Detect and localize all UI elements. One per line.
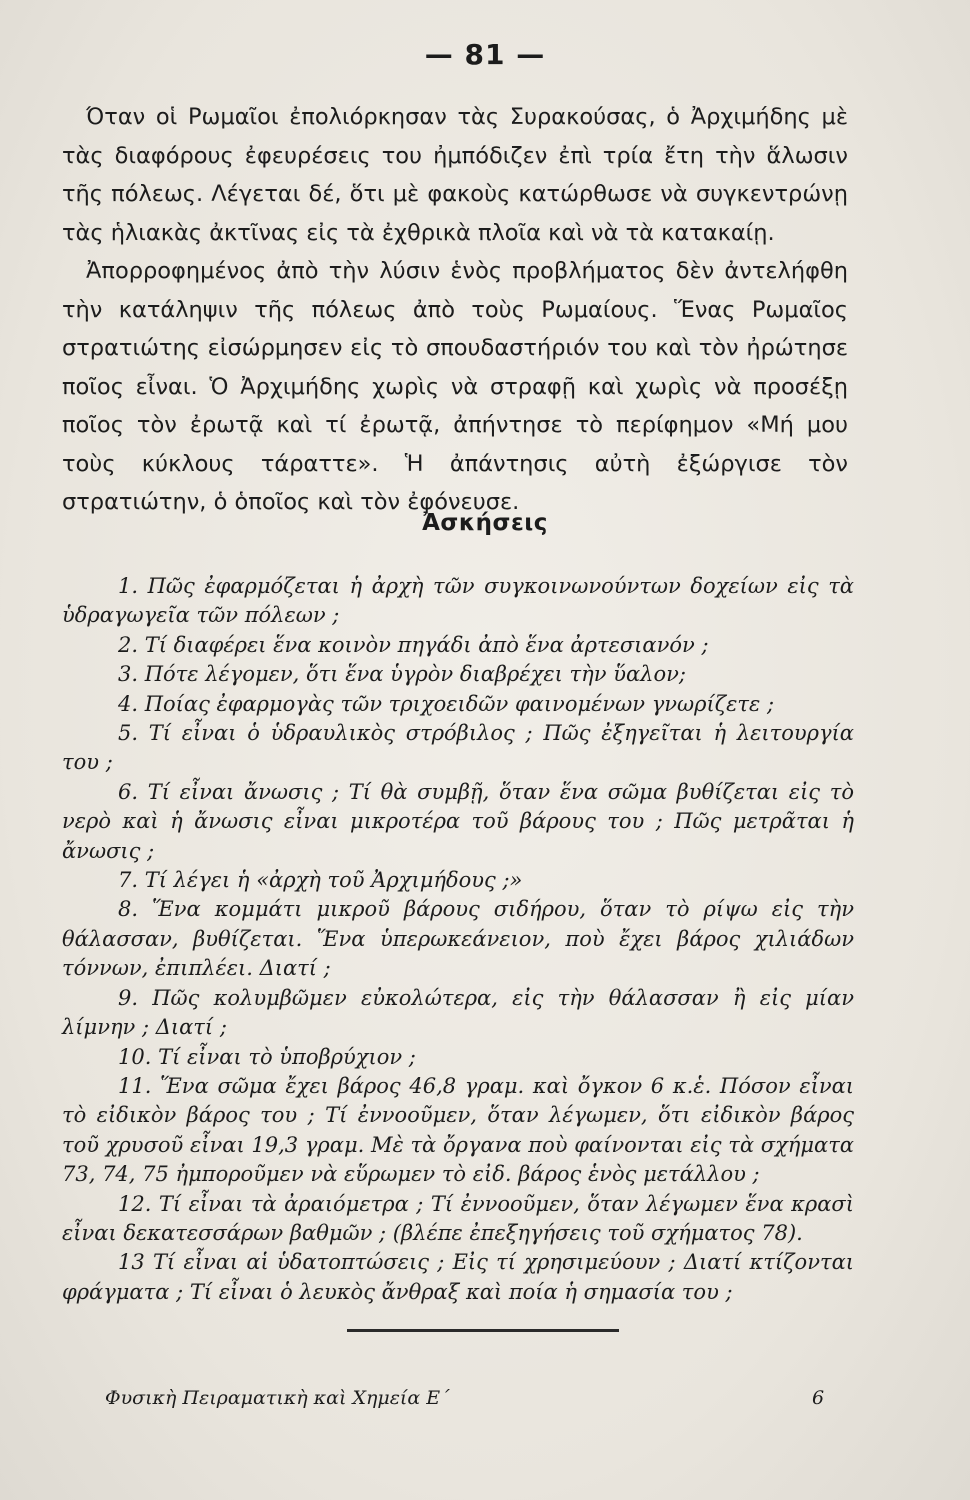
exercise-item: 13 Τί εἶναι αἱ ὑδατοπτώσεις ; Εἰς τί χρησιμεύουν ; Διατί κτίζονται φράγματα ; Τί εἶναι ὁ λευκὸς ἄνθραξ καὶ ποία ἡ σημασία του ;	[62, 1250, 854, 1304]
exercise-item: 6. Τί εἶναι ἄνωσις ; Τί θὰ συμβῇ, ὅταν ἕνα σῶμα βυθίζεται εἰς τὸ νερὸ καὶ ἡ ἄνωσις εἶναι μικροτέρα τοῦ βάρους του ; Πῶς μετρᾶται ἡ ἄνωσις ;	[62, 779, 854, 863]
exercise-list	[62, 572, 854, 1307]
exercise-item: 5. Τί εἶναι ὁ ὑδραυλικὸς στρόβιλος ; Πῶς ἐξηγεῖται ἡ λειτουργία του ;	[62, 721, 854, 775]
exercise-item: 3. Πότε λέγομεν, ὅτι ἕνα ὑγρὸν διαβρέχει τὴν ὕαλον;	[118, 662, 686, 687]
exercise-item: 12. Τί εἶναι τὰ ἀραιόμετρα ; Τί ἐννοοῦμεν, ὅταν λέγωμεν ἕνα κρασὶ εἶναι δεκατεσσάρων βαθμῶν ; (βλέπε ἐπεξηγήσεις τοῦ σχήματος 78).	[62, 1191, 854, 1245]
exercise-item: 1. Πῶς ἐφαρμόζεται ἡ ἀρχὴ τῶν συγκοινωνούντων δοχείων εἰς τὰ ὑδραγωγεῖα τῶν πόλεων ;	[62, 574, 854, 628]
exercise-item: 7. Τί λέγει ἡ «ἀρχὴ τοῦ Ἀρχιμήδους ;»	[118, 868, 523, 893]
footer-title: Φυσικὴ Πειραματικὴ καὶ Χημεία Ε΄	[105, 1387, 450, 1409]
body-text	[62, 98, 848, 522]
exercise-item: 9. Πῶς κολυμβῶμεν εὐκολώτερα, εἰς τὴν θάλασσαν ἢ εἰς μίαν λίμνην ; Διατί ;	[62, 985, 854, 1040]
exercise-item: 8. Ἕνα κομμάτι μικροῦ βάρους σιδήρου, ὅταν τὸ ρίψω εἰς τὴν θάλασσαν, βυθίζεται. Ἕνα ὑπερωκεάνειον, ποὺ ἔχει βάρος χιλιάδων τόννων, ἐπιπλέει. Διατί ;	[62, 897, 854, 981]
exercise-item: 10. Τί εἶναι τὸ ὑποβρύχιον ;	[118, 1044, 416, 1069]
exercise-item: 2. Τί διαφέρει ἕνα κοινὸν πηγάδι ἀπὸ ἕνα ἀρτεσιανόν ;	[118, 632, 709, 657]
section-heading: Ἀσκήσεις	[422, 510, 548, 536]
footer-divider	[347, 1329, 619, 1332]
paragraph: Όταν οἱ Ρωμαῖοι ἐπολιόρκησαν τὰς Συρακούσας, ὁ Ἀρχιμήδης μὲ τὰς διαφόρους ἐφευρέσεις του ἠμπόδιζεν ἐπὶ τρία ἔτη τὴν ἅλωσιν τῆς πόλεως. Λέγεται δέ, ὅτι μὲ φακοὺς κατώρθωσε νὰ συγκεντρώνῃ τὰς ἡλιακὰς ἀκτῖνας εἰς τὰ ἐχθρικὰ πλοῖα καὶ νὰ τὰ κατακαίῃ.	[62, 104, 848, 246]
exercise-item: 4. Ποίας ἐφαρμογὰς τῶν τριχοειδῶν φαινομένων γνωρίζετε ;	[118, 691, 775, 716]
paragraph: Ἀπορροφημένος ἀπὸ τὴν λύσιν ἑνὸς προβλήματος δὲν ἀντελήφθη τὴν κατάληψιν τῆς πόλεως ἀπὸ τοὺς Ρωμαίους. Ἕνας Ρωμαῖος στρατιώτης εἰσώρμησεν εἰς τὸ σπουδαστήριόν του καὶ τὸν ἠρώτησε ποῖος εἶναι. Ὁ Ἀρχιμήδης χωρὶς νὰ στραφῇ καὶ χωρὶς νὰ προσέξῃ ποῖος τὸν ἐρωτᾷ καὶ τί ἐρωτᾷ, ἀπήντησε τὸ περίφημον «Μή μου τοὺς κύκλους τάραττε». Ἡ ἀπάντησις αὐτὴ ἐξώργισε τὸν στρατιώτην, ὁ ὁποῖος καὶ τὸν ἐφόνευσε.	[62, 258, 848, 515]
footer-signature: 6	[812, 1387, 825, 1409]
exercise-item: 11. Ἕνα σῶμα ἔχει βάρος 46,8 γραμ. καὶ ὄγκον 6 κ.ἑ. Πόσον εἶναι τὸ εἰδικὸν βάρος του ; Τί ἐννοοῦμεν, ὅταν λέγωμεν, ὅτι εἰδικὸν βάρος τοῦ χρυσοῦ εἶναι 19,3 γραμ. Μὲ τὰ ὄργανα ποὺ φαίνονται εἰς τὰ σχήματα 73, 74, 75 ἠμποροῦμεν νὰ εὕρωμεν τὸ εἰδ. βάρος ἑνὸς μετάλλου ;	[62, 1073, 854, 1187]
page-number: — 81 —	[424, 38, 546, 71]
